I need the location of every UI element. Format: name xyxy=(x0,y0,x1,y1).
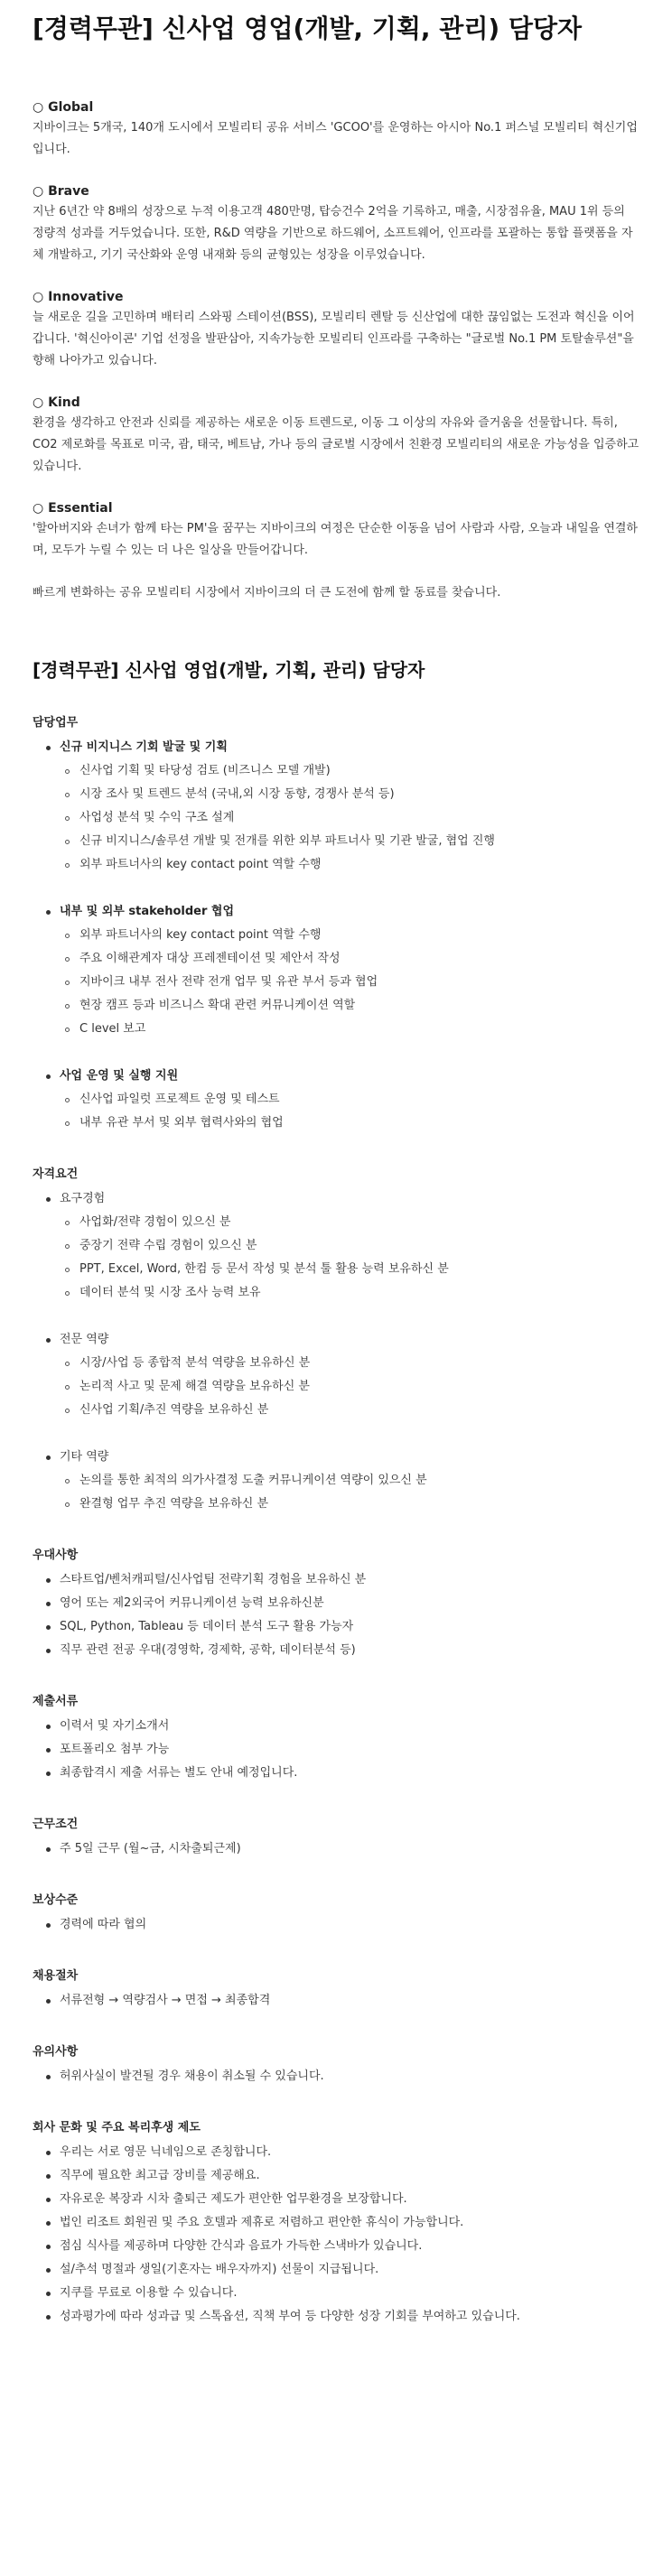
item-group xyxy=(33,1187,639,1305)
list-item: 설/추석 명절과 생일(기혼자는 배우자까지) 선물이 지급됩니다. xyxy=(33,2258,639,2282)
section-heading: 제출서류 xyxy=(33,1695,79,1708)
list-item: 시장/사업 등 종합적 분석 역량을 보유하신 분 xyxy=(33,1352,639,1375)
intro-body: 지바이크는 5개국, 140개 도시에서 모빌리티 공유 서비스 'GCOO'를 운영하는 아시아 No.1 퍼스널 모빌리티 혁신기업 입니다. xyxy=(33,121,638,156)
job-title: [경력무관] 신사업 영업(개발, 기획, 관리) 담당자 xyxy=(33,659,425,681)
list-item: 포트폴리오 첨부 가능 xyxy=(33,1738,639,1762)
conditions-section xyxy=(33,1816,639,1861)
list-item: 신사업 기획/추진 역량을 보유하신 분 xyxy=(33,1399,639,1422)
list-item: 직무 관련 전공 우대(경영학, 경제학, 공학, 데이터분석 등) xyxy=(33,1639,639,1662)
intro-block xyxy=(33,393,639,478)
item-group xyxy=(33,900,639,1041)
list-item: 자유로운 복장과 시차 출퇴근 제도가 편안한 업무환경을 보장합니다. xyxy=(33,2188,639,2211)
intro-block xyxy=(33,498,639,562)
group-title: 내부 및 외부 stakeholder 협업 xyxy=(33,900,639,924)
list-item: 주요 이해관계자 대상 프레젠테이션 및 제안서 작성 xyxy=(33,947,639,971)
item-list xyxy=(33,2065,639,2088)
section-heading: 자격요건 xyxy=(33,1167,79,1181)
list-item: 지바이크 내부 전사 전략 전개 업무 및 유관 부서 등과 협업 xyxy=(33,971,639,994)
list-item: 영어 또는 제2외국어 커뮤니케이션 능력 보유하신분 xyxy=(33,1592,639,1615)
list-item: SQL, Python, Tableau 등 데이터 분석 도구 활용 가능자 xyxy=(33,1615,639,1639)
intro-heading: ○ Global xyxy=(33,100,94,115)
list-item: 서류전형 → 역량검사 → 면접 → 최종합격 xyxy=(33,1989,639,2013)
item-group xyxy=(33,1446,639,1516)
item-group xyxy=(33,1065,639,1135)
item-list xyxy=(33,1913,639,1937)
item-group xyxy=(33,1328,639,1422)
list-item: C level 보고 xyxy=(33,1018,639,1041)
list-item: 시장 조사 및 트렌드 분석 (국내,외 시장 동향, 경쟁사 분석 등) xyxy=(33,783,639,806)
company-intro xyxy=(33,98,639,562)
duties-section xyxy=(33,714,639,1135)
list-item: 허위사실이 발견될 경우 채용이 취소될 수 있습니다. xyxy=(33,2065,639,2088)
group-title: 신규 비지니스 기회 발굴 및 기획 xyxy=(33,736,639,759)
sub-list xyxy=(33,1469,639,1516)
preferred-section xyxy=(33,1547,639,1662)
intro-block xyxy=(33,287,639,372)
intro-heading: ○ Innovative xyxy=(33,290,124,304)
section-heading: 담당업무 xyxy=(33,716,79,730)
list-item: 외부 파트너사의 key contact point 역할 수행 xyxy=(33,924,639,947)
section-heading: 채용절차 xyxy=(33,1969,79,1983)
intro-heading: ○ Kind xyxy=(33,395,80,410)
intro-body: 늘 새로운 길을 고민하며 배터리 스와핑 스테이션(BSS), 모빌리티 렌탈 등 신산업에 대한 끊임없는 도전과 혁신을 이어갑니다. '혁신아이콘' 기업 선정을 발판삼아, 지속가능한 모빌리티 인프라를 구축하는 "글로벌 No.1 PM 토탈솔루션"을 향해 나아가고 있습니다. xyxy=(33,311,635,367)
intro-block xyxy=(33,181,639,266)
intro-heading: ○ Brave xyxy=(33,184,89,199)
list-item: 완결형 업무 추진 역량을 보유하신 분 xyxy=(33,1493,639,1516)
sub-list xyxy=(33,924,639,1041)
section-heading: 근무조건 xyxy=(33,1818,79,1831)
group-title: 요구경험 xyxy=(33,1187,639,1211)
list-item: 신사업 파일럿 프로젝트 운영 및 테스트 xyxy=(33,1088,639,1111)
list-item: 신사업 기획 및 타당성 검토 (비즈니스 모델 개발) xyxy=(33,759,639,783)
list-item: 법인 리조트 회원권 및 주요 호텔과 제휴로 저렴하고 편안한 휴식이 가능합니다. xyxy=(33,2211,639,2235)
item-list xyxy=(33,1568,639,1662)
group-title: 사업 운영 및 실행 지원 xyxy=(33,1065,639,1088)
list-item: 직무에 필요한 최고급 장비를 제공해요. xyxy=(33,2164,639,2188)
list-item: 사업화/전략 경험이 있으신 분 xyxy=(33,1211,639,1234)
benefits-section xyxy=(33,2119,639,2329)
intro-block xyxy=(33,98,639,161)
salary-section xyxy=(33,1892,639,1937)
requirements-section xyxy=(33,1166,639,1516)
sub-list xyxy=(33,1352,639,1422)
list-item: 경력에 따라 협의 xyxy=(33,1913,639,1937)
list-item: 성과평가에 따라 성과급 및 스톡옵션, 직책 부여 등 다양한 성장 기회를 부여하고 있습니다. xyxy=(33,2305,639,2329)
list-item: 데이터 분석 및 시장 조사 능력 보유 xyxy=(33,1281,639,1305)
process-section xyxy=(33,1967,639,2013)
documents-section xyxy=(33,1693,639,1785)
intro-body: 환경을 생각하고 안전과 신뢰를 제공하는 새로운 이동 트렌드로, 이동 그 이상의 자유와 즐거움을 선물합니다. 특히, CO2 제로화를 목표로 미국, 괌, 태국, 베트남, 가나 등의 글로벌 시장에서 친환경 모빌리티의 새로운 가능성을 입증하고 있습니다. xyxy=(33,416,639,473)
item-group xyxy=(33,736,639,877)
closing-text: 빠르게 변화하는 공유 모빌리티 시장에서 지바이크의 더 큰 도전에 함께 할 동료를 찾습니다. xyxy=(33,586,501,600)
item-list xyxy=(33,1837,639,1861)
intro-body: '할아버지와 손녀가 함께 타는 PM'을 꿈꾸는 지바이크의 여정은 단순한 이동을 넘어 사람과 사람, 오늘과 내일을 연결하며, 모두가 누릴 수 있는 더 나은 일상을 만들어갑니다. xyxy=(33,522,638,557)
list-item: 주 5일 근무 (월~금, 시차출퇴근제) xyxy=(33,1837,639,1861)
list-item: 논리적 사고 및 문제 해결 역량을 보유하신 분 xyxy=(33,1375,639,1399)
intro-body: 지난 6년간 약 8배의 성장으로 누적 이용고객 480만명, 탑승건수 2억을 기록하고, 매출, 시장점유율, MAU 1위 등의 정량적 성과를 거두었습니다. 또한, R&D 역량을 기반으로 하드웨어, 소프트웨어, 인프라를 포괄하는 통합 플랫폼을 자체 개발하고, 기기 국산화와 운영 내재화 등의 균형있는 성장을 이루었습니다. xyxy=(33,205,633,262)
notes-section xyxy=(33,2043,639,2088)
item-list xyxy=(33,2141,639,2329)
intro-heading: ○ Essential xyxy=(33,501,113,516)
group-title: 전문 역량 xyxy=(33,1328,639,1352)
list-item: 외부 파트너사의 key contact point 역할 수행 xyxy=(33,853,639,877)
page-title: [경력무관] 신사업 영업(개발, 기획, 관리) 담당자 xyxy=(33,14,583,43)
list-item: 사업성 분석 및 수익 구조 설계 xyxy=(33,806,639,830)
sub-list xyxy=(33,1088,639,1135)
group-title: 기타 역량 xyxy=(33,1446,639,1469)
list-item: 스타트업/벤처캐피털/신사업팀 전략기획 경험을 보유하신 분 xyxy=(33,1568,639,1592)
section-heading: 보상수준 xyxy=(33,1893,79,1907)
list-item: 중장기 전략 수립 경험이 있으신 분 xyxy=(33,1234,639,1258)
sub-list xyxy=(33,759,639,877)
list-item: PPT, Excel, Word, 한컴 등 문서 작성 및 분석 툴 활용 능력 보유하신 분 xyxy=(33,1258,639,1281)
list-item: 신규 비지니스/솔루션 개발 및 전개를 위한 외부 파트너사 및 기관 발굴, 협업 진행 xyxy=(33,830,639,853)
list-item: 내부 유관 부서 및 외부 협력사와의 협업 xyxy=(33,1111,639,1135)
list-item: 지쿠를 무료로 이용할 수 있습니다. xyxy=(33,2282,639,2305)
list-item: 논의를 통한 최적의 의가사결정 도출 커뮤니케이션 역량이 있으신 분 xyxy=(33,1469,639,1493)
list-item: 현장 캠프 등과 비즈니스 확대 관련 커뮤니케이션 역할 xyxy=(33,994,639,1018)
section-heading: 회사 문화 및 주요 복리후생 제도 xyxy=(33,2121,201,2134)
list-item: 점심 식사를 제공하며 다양한 간식과 음료가 가득한 스낵바가 있습니다. xyxy=(33,2235,639,2258)
list-item: 우리는 서로 영문 닉네임으로 존칭합니다. xyxy=(33,2141,639,2164)
section-heading: 유의사항 xyxy=(33,2045,79,2059)
item-list xyxy=(33,1715,639,1785)
list-item: 이력서 및 자기소개서 xyxy=(33,1715,639,1738)
section-heading: 우대사항 xyxy=(33,1548,79,1562)
item-list xyxy=(33,1989,639,2013)
list-item: 최종합격시 제출 서류는 별도 안내 예정입니다. xyxy=(33,1762,639,1785)
sub-list xyxy=(33,1211,639,1305)
